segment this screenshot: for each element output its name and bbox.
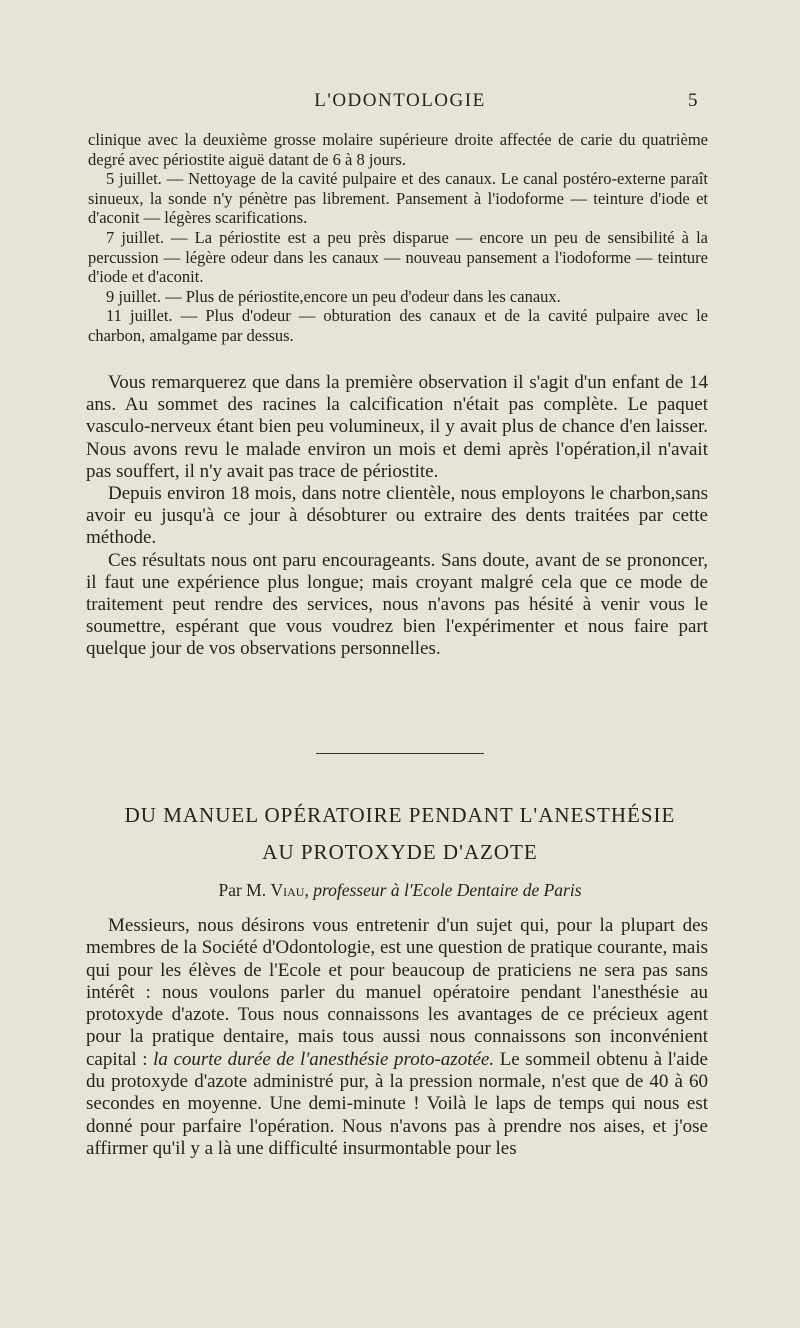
page-number: 5 — [688, 90, 698, 111]
byline — [0, 880, 800, 901]
case-note: 9 juillet. — Plus de périostite,encore un peu d'odeur dans les canaux. — [106, 286, 561, 306]
author-role: professeur à l'Ecole Dentaire de Paris — [313, 880, 582, 900]
paragraph — [86, 915, 708, 1160]
paragraph: Ces résultats nous ont paru encourageants. Sans doute, avant de se prononcer, il faut une expérience plus longue; mais croyant malgré cela que ce mode de traitement peut rendre des services, nous n'avons pas hésité à venir vous le soumettre, espérant que vous voudrez bien l'expérimenter et nous faire part quelque jour de vos observations personnelles. — [86, 549, 708, 660]
running-head — [0, 90, 800, 116]
article-title-line-2: AU PROTOXYDE D'AZOTE — [262, 840, 538, 864]
journal-title: L'ODONTOLOGIE — [314, 90, 486, 111]
case-note: 11 juillet. — Plus d'odeur — obturation des canaux et de la cavité pulpaire avec le charbon, amalgame par dessus. — [88, 306, 708, 345]
paragraph-text: Messieurs, nous désirons vous entretenir d'un sujet qui, pour la plupart des membres de la Société d'Odontologie, est une question de pratique courante, mais qui pour les élèves de l'Ecole et pour beaucoup de praticiens ne sera pas sans intérêt : nous voulons parler du manuel opératoire pendant l'anesthésie au protoxyde d'azote. Tous nous connaissons les avantages de ce précieux agent pour la pratique dentaire, mais tous aussi nous connaissons son inconvénient capital : — [86, 915, 708, 1070]
paragraph: Depuis environ 18 mois, dans notre clientèle, nous employons le charbon,sans avoir eu jusqu'à ce jour à désobturer ou extraire des dents traitées par cette méthode. — [86, 483, 708, 549]
section-divider — [316, 753, 484, 754]
case-note: 7 juillet. — La périostite est a peu près disparue — encore un peu de sensibilité à la percussion — légère odeur dans les canaux — nouveau pansement a l'iodoforme — teinture d'iode et d'aconit. — [88, 227, 708, 287]
emphasis-text: la courte durée de l'anesthésie proto-azotée. — [153, 1048, 495, 1070]
article-title-line-1: DU MANUEL OPÉRATOIRE PENDANT L'ANESTHÉSIE — [124, 803, 676, 827]
case-note: 5 juillet. — Nettoyage de la cavité pulpaire et des canaux. Le canal postéro-externe paraît sinueux, la sonde n'y pénètre pas librement. Pansement à l'iodoforme — teinture d'iode et d'aconit — légères scarifications. — [88, 169, 708, 228]
article-body — [86, 915, 708, 1160]
case-note: clinique avec la deuxième grosse molaire supérieure droite affectée de carie du quatrième degré avec périostite aiguë datant de 6 à 8 jours. — [88, 130, 708, 169]
paragraph: Vous remarquerez que dans la première observation il s'agit d'un enfant de 14 ans. Au sommet des racines la calcification n'était pas complète. Le paquet vasculo-nerveux étant bien peu volumineux, il y avait plus de chance d'en laisser. Nous avons revu le malade environ un mois et demi après l'opération,il n'avait pas souffert, il n'y avait pas trace de périostite. — [86, 372, 708, 482]
author-name: Viau, — [270, 880, 309, 900]
paragraph-text: Le sommeil obtenu à l'aide du protoxyde d'azote administré pur, à la pression normale, n'est que de 40 à 60 secondes en moyenne. Une demi-minute ! Voilà le laps de temps qui nous est donné pour parfaire l'opération. Nous n'avons pas à prendre nos aises, et j'ose affirmer qu'il y a là une difficulté insurmontable pour les — [86, 1048, 708, 1159]
byline-prefix: Par M. — [218, 880, 267, 900]
case-notes — [88, 130, 708, 346]
conclusion-section — [86, 372, 708, 661]
